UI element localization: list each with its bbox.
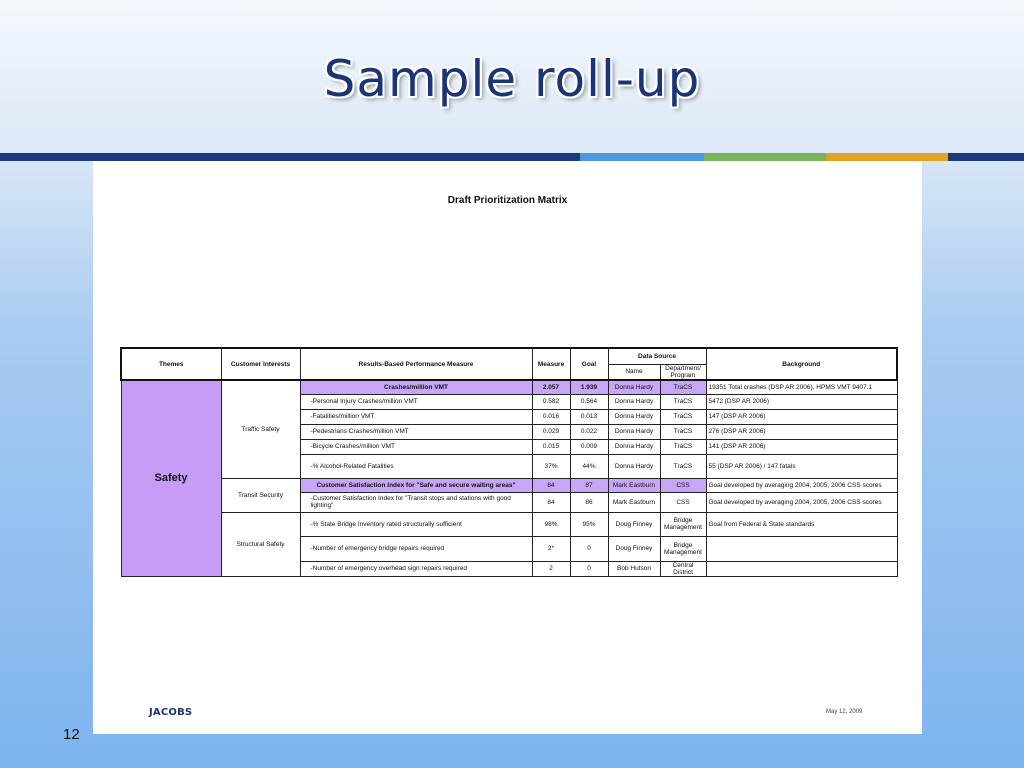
- header-background: Background: [706, 348, 897, 380]
- source-department: CSS: [660, 492, 706, 512]
- measure-desc: -Customer Satisfaction Index for "Transit stops and stations with good lighting": [300, 492, 532, 512]
- source-name: Mark Eastburn: [608, 492, 660, 512]
- measure-desc: Customer Satisfaction Index for "Safe and secure waiting areas": [300, 478, 532, 492]
- document-image: [93, 161, 922, 734]
- measure-value: 0.029: [532, 424, 570, 439]
- goal-value: 0: [570, 536, 608, 561]
- header-data-source: Data Source: [608, 348, 706, 364]
- source-department: Bridge Management: [660, 512, 706, 536]
- accent-stripe-navy: [0, 153, 580, 161]
- source-department: TraCS: [660, 439, 706, 454]
- source-department: TraCS: [660, 394, 706, 409]
- measure-value: 0.016: [532, 409, 570, 424]
- accent-stripe-blue: [580, 153, 704, 161]
- source-name: Doug Finney: [608, 512, 660, 536]
- header-customer-interests: Customer Interests: [221, 348, 300, 380]
- goal-value: 86: [570, 492, 608, 512]
- goal-value: 0: [570, 561, 608, 576]
- source-name: Donna Hardy: [608, 424, 660, 439]
- background-note: Goal from Federal & State standards: [706, 512, 897, 536]
- header-department: Department/ Program: [660, 364, 706, 380]
- source-department: Central District: [660, 561, 706, 576]
- measure-desc: -% State Bridge Inventory rated structurally sufficient: [300, 512, 532, 536]
- jacobs-logo: JACOBS: [149, 707, 193, 718]
- measure-value: 0.015: [532, 439, 570, 454]
- document-date: May 12, 2009: [826, 709, 863, 715]
- header-goal: Goal: [570, 348, 608, 380]
- source-department: TraCS: [660, 380, 706, 394]
- measure-desc: -Pedestrians Crashes/million VMT: [300, 424, 532, 439]
- source-name: Donna Hardy: [608, 394, 660, 409]
- measure-desc: -Bicycle Crashes/million VMT: [300, 439, 532, 454]
- source-name: Donna Hardy: [608, 439, 660, 454]
- background-note: Goal developed by averaging 2004, 2005, 2006 CSS scores: [706, 492, 897, 512]
- source-name: Donna Hardy: [608, 380, 660, 394]
- source-name: Doug Finney: [608, 536, 660, 561]
- source-name: Donna Hardy: [608, 454, 660, 478]
- accent-stripe-green: [704, 153, 826, 161]
- measure-desc: Crashes/million VMT: [300, 380, 532, 394]
- accent-stripe-navy-end: [948, 153, 1024, 161]
- measure-value: 2.057: [532, 380, 570, 394]
- source-department: TraCS: [660, 409, 706, 424]
- background-note: [706, 561, 897, 576]
- measure-desc: -Fatalities/million VMT: [300, 409, 532, 424]
- measure-desc: -Personal Injury Crashes/million VMT: [300, 394, 532, 409]
- goal-value: 0.013: [570, 409, 608, 424]
- goal-value: 0.022: [570, 424, 608, 439]
- measure-desc: -% Alcohol-Related Fatalities: [300, 454, 532, 478]
- measure-desc: -Number of emergency overhead sign repairs required: [300, 561, 532, 576]
- accent-stripe-gold: [826, 153, 948, 161]
- page-number: 12: [63, 726, 80, 743]
- measure-value: 98%: [532, 512, 570, 536]
- theme-safety: Safety: [121, 380, 221, 576]
- interest-traffic-safety: Traffic Safety: [221, 380, 300, 478]
- background-note: 19351 Total crashes (DSP AR 2006), HPMS VMT 9407.1: [706, 380, 897, 394]
- goal-value: 0.564: [570, 394, 608, 409]
- source-name: Bob Hutson: [608, 561, 660, 576]
- document-title: Draft Prioritization Matrix: [447, 195, 568, 206]
- background-note: Goal developed by averaging 2004, 2005, 2006 CSS scores: [706, 478, 897, 492]
- goal-value: 44%: [570, 454, 608, 478]
- interest-structural-safety: Structural Safety: [221, 512, 300, 576]
- header-name: Name: [608, 364, 660, 380]
- background-note: 141 (DSP AR 2006): [706, 439, 897, 454]
- measure-desc: -Number of emergency bridge repairs required: [300, 536, 532, 561]
- prioritization-matrix-table: [120, 347, 898, 577]
- source-department: CSS: [660, 478, 706, 492]
- goal-value: 1.939: [570, 380, 608, 394]
- goal-value: 0.009: [570, 439, 608, 454]
- measure-value: 84: [532, 478, 570, 492]
- background-note: 55 (DSP AR 2006) / 147 fatals: [706, 454, 897, 478]
- measure-value: 0.582: [532, 394, 570, 409]
- background-note: 147 (DSP AR 2006): [706, 409, 897, 424]
- measure-value: 2*: [532, 536, 570, 561]
- source-name: Donna Hardy: [608, 409, 660, 424]
- source-department: TraCS: [660, 424, 706, 439]
- measure-value: 2: [532, 561, 570, 576]
- header-measure: Measure: [532, 348, 570, 380]
- source-department: Bridge Management: [660, 536, 706, 561]
- header-themes: Themes: [121, 348, 221, 380]
- goal-value: 95%: [570, 512, 608, 536]
- measure-value: 84: [532, 492, 570, 512]
- background-note: 5472 (DSP AR 2006): [706, 394, 897, 409]
- background-note: [706, 536, 897, 561]
- source-name: Mark Eastburn: [608, 478, 660, 492]
- background-note: 276 (DSP AR 2006): [706, 424, 897, 439]
- goal-value: 87: [570, 478, 608, 492]
- interest-transit-security: Transit Security: [221, 478, 300, 512]
- header-performance-measure: Results-Based Performance Measure: [300, 348, 532, 380]
- measure-value: 37%: [532, 454, 570, 478]
- slide-title: Sample roll-up: [323, 50, 701, 108]
- source-department: TraCS: [660, 454, 706, 478]
